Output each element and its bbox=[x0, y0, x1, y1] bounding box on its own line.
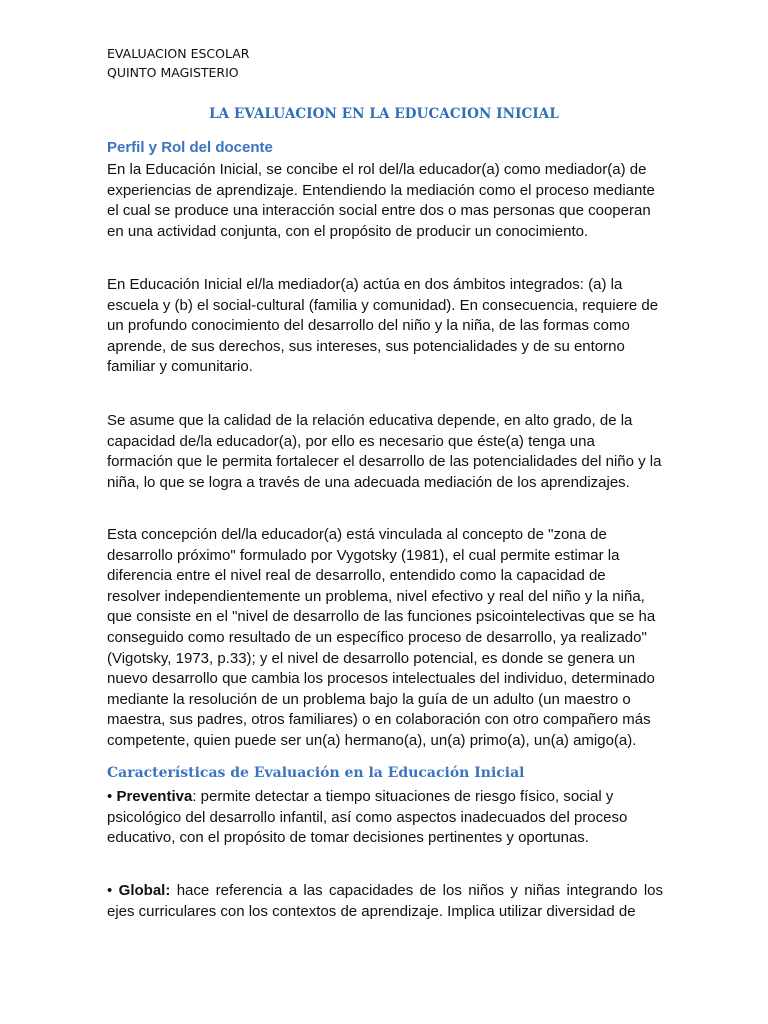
list-item-preventiva bbox=[107, 787, 663, 849]
term-global: Global: bbox=[118, 882, 171, 899]
description-preventiva: : permite detectar a tiempo situaciones de riesgo físico, social y psicológico del desarrollo infantil, así como aspectos inadecuados del proceso educativo, con el propósito de tomar decisiones pertinentes y oportunas. bbox=[107, 788, 628, 847]
list-item-global bbox=[107, 881, 663, 922]
section-heading-caracteristicas: Características de Evaluación en la Educación Inicial bbox=[107, 765, 525, 781]
document-header bbox=[107, 44, 250, 82]
paragraph-rol-mediador: En la Educación Inicial, se concibe el rol del/la educador(a) como mediador(a) de experiencias de aprendizaje. Entendiendo la mediación como el proceso mediante el cual se produce una interacción social entre dos o mas personas que cooperan en una actividad conjunta, con el propósito de producir un conocimiento. bbox=[107, 161, 655, 240]
paragraph-ambitos: En Educación Inicial el/la mediador(a) actúa en dos ámbitos integrados: (a) la escuela y (b) el social-cultural (familia y comunidad). En consecuencia, requiere de un profundo conocimiento del desarrollo del niño y la niña, de las formas como aprende, de sus derechos, sus intereses, sus potencialidades y de su entorno familiar y comunitario. bbox=[107, 276, 659, 376]
header-line-grade: QUINTO MAGISTERIO bbox=[107, 65, 239, 80]
description-global: hace referencia a las capacidades de los niños y niñas integrando los ejes curriculares con los contextos de aprendizaje. Implica utilizar diversidad de bbox=[107, 882, 663, 920]
paragraph-calidad-relacion: Se asume que la calidad de la relación educativa depende, en alto grado, de la capacidad de/la educador(a), por ello es necesario que éste(a) tenga una formación que le permita fortalecer el desarrollo de las potencialidades del niño y la niña, lo que se logra a través de una adecuada mediación de los aprendizajes. bbox=[107, 412, 662, 491]
section-heading-perfil: Perfil y Rol del docente bbox=[107, 139, 273, 156]
bullet-glyph: • bbox=[107, 788, 113, 805]
term-preventiva: Preventiva bbox=[116, 788, 193, 805]
header-line-course: EVALUACION ESCOLAR bbox=[107, 46, 250, 61]
paragraph-zona-desarrollo: Esta concepción del/la educador(a) está vinculada al concepto de "zona de desarrollo próximo" formulado por Vygotsky (1981), el cual permite estimar la diferencia entre el nivel real de desarrollo, entendido como la capacidad de resolver independientemente un problema, nivel efectivo y real del niño y la niña, que consiste en el "nivel de desarrollo de las funciones psicointelectivas que se ha conseguido como resultado de un específico proceso de desarrollo, ya realizado" (Vigotsky, 1973, p.33); y el nivel de desarrollo potencial, es donde se genera un nuevo desarrollo que cambia los procesos intelectuales del individuo, determinado mediante la resolución de un problema bajo la guía de un adulto (un maestro o maestra, sus padres, otros familiares) o en colaboración con otro compañero más competente, quien puede ser un(a) hermano(a), un(a) primo(a), un(a) amigo(a). bbox=[107, 526, 656, 749]
document-title: LA EVALUACION EN LA EDUCACION INICIAL bbox=[209, 106, 559, 122]
bullet-glyph: • bbox=[107, 882, 113, 899]
